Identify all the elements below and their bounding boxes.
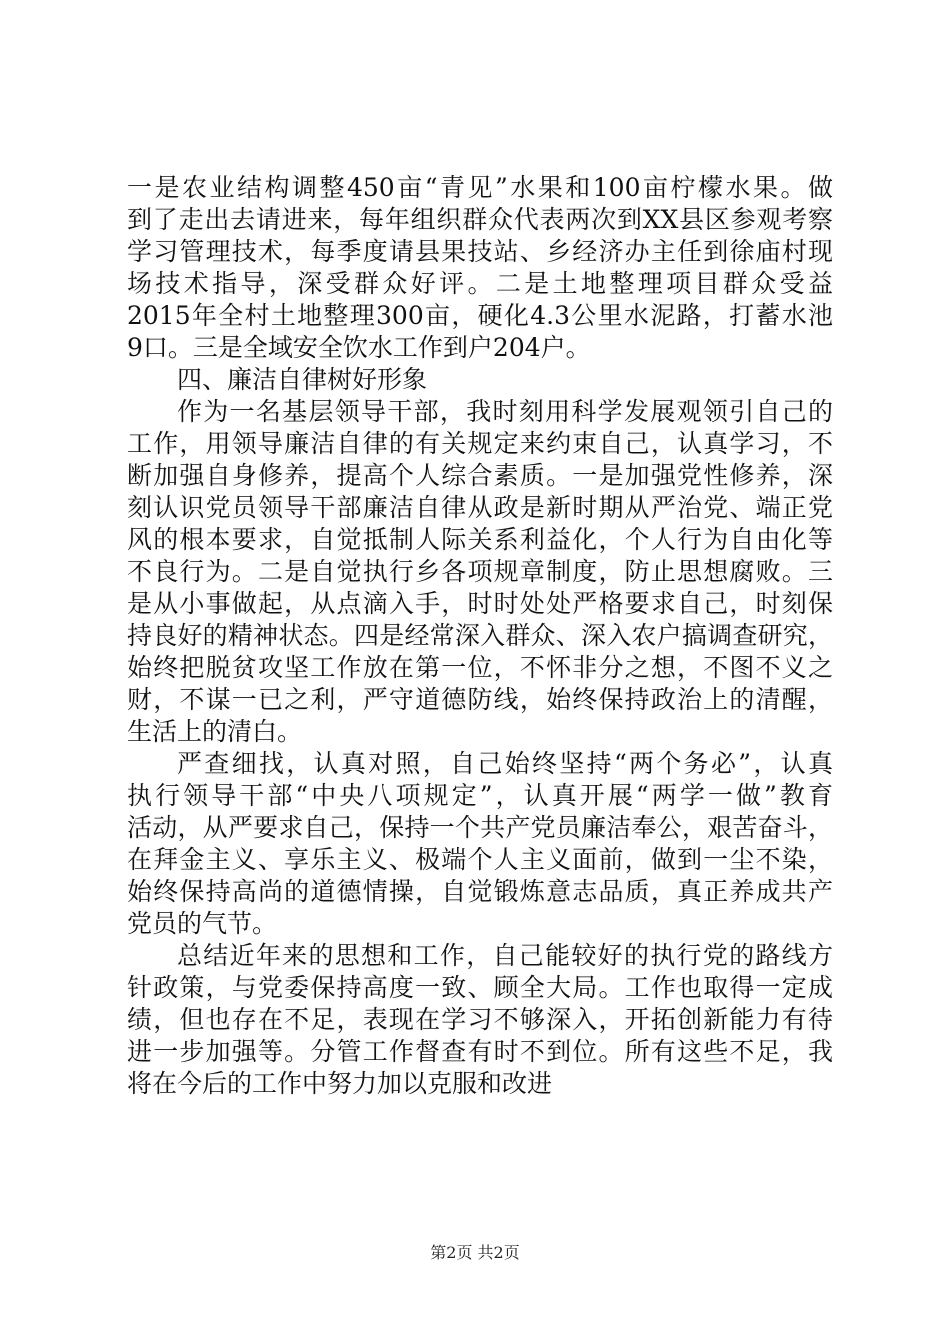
- text-line: 9口。三是全域安全饮水工作到户204户。: [127, 333, 591, 362]
- text-line: 始终保持高尚的道德情操，自觉锻炼意志品质，真正养成共产: [127, 877, 833, 906]
- text-line: 活动，从严要求自己，保持一个共产党员廉洁奉公，艰苦奋斗，: [127, 813, 833, 842]
- text-line: 党员的气节。: [127, 909, 278, 938]
- text-line: 将在今后的工作中努力加以克服和改进: [127, 1069, 553, 1098]
- text-line: 持良好的精神状态。四是经常深入群众、深入农户搞调查研究，: [127, 621, 833, 650]
- text-line: 总结近年来的思想和工作，自己能较好的执行党的路线方: [177, 941, 833, 970]
- page-footer: [0, 1243, 950, 1263]
- text-line: 进一步加强等。分管工作督查有时不到位。所有这些不足，我: [127, 1037, 833, 1066]
- text-line: 到了走出去请进来，每年组织群众代表两次到XX县区参观考察: [127, 205, 833, 234]
- text-line: 执行领导干部“中央八项规定”，认真开展“两学一做”教育: [127, 781, 833, 810]
- text-line: 断加强自身修养，提高个人综合素质。一是加强党性修养，深: [127, 461, 833, 490]
- text-line: 场技术指导，深受群众好评。二是土地整理项目群众受益: [127, 269, 833, 298]
- text-line: 不良行为。二是自觉执行乡各项规章制度，防止思想腐败。三: [127, 557, 833, 586]
- section-heading: 四、廉洁自律树好形象: [177, 365, 428, 394]
- text-line: 在拜金主义、享乐主义、极端个人主义面前，做到一尘不染，: [127, 845, 833, 874]
- text-line: 2015年全村土地整理300亩，硬化4.3公里水泥路，打蓄水池: [127, 301, 833, 330]
- text-line: 绩，但也存在不足，表现在学习不够深入，开拓创新能力有待: [127, 1005, 833, 1034]
- document-body: [127, 172, 833, 1100]
- text-line: 财，不谋一已之利，严守道德防线，始终保持政治上的清醒，: [127, 685, 833, 714]
- text-line: 学习管理技术，每季度请县果技站、乡经济办主任到徐庙村现: [127, 237, 833, 266]
- text-line: 工作，用领导廉洁自律的有关规定来约束自己，认真学习，不: [127, 429, 833, 458]
- text-line: 针政策，与党委保持高度一致、顾全大局。工作也取得一定成: [127, 973, 833, 1002]
- text-line: 生活上的清白。: [127, 717, 303, 746]
- page-number-label: 第2页 共2页: [430, 1243, 520, 1262]
- text-line: 作为一名基层领导干部，我时刻用科学发展观领引自己的: [177, 397, 833, 426]
- text-line: 风的根本要求，自觉抵制人际关系利益化，个人行为自由化等: [127, 525, 833, 554]
- text-line: 刻认识党员领导干部廉洁自律从政是新时期从严治党、端正党: [127, 493, 833, 522]
- text-line: 一是农业结构调整450亩“青见”水果和100亩柠檬水果。做: [127, 173, 833, 202]
- text-line: 是从小事做起，从点滴入手，时时处处严格要求自己，时刻保: [127, 589, 833, 618]
- text-line: 始终把脱贫攻坚工作放在第一位，不怀非分之想，不图不义之: [127, 653, 833, 682]
- text-line: 严查细找，认真对照，自己始终坚持“两个务必”，认真: [177, 749, 833, 778]
